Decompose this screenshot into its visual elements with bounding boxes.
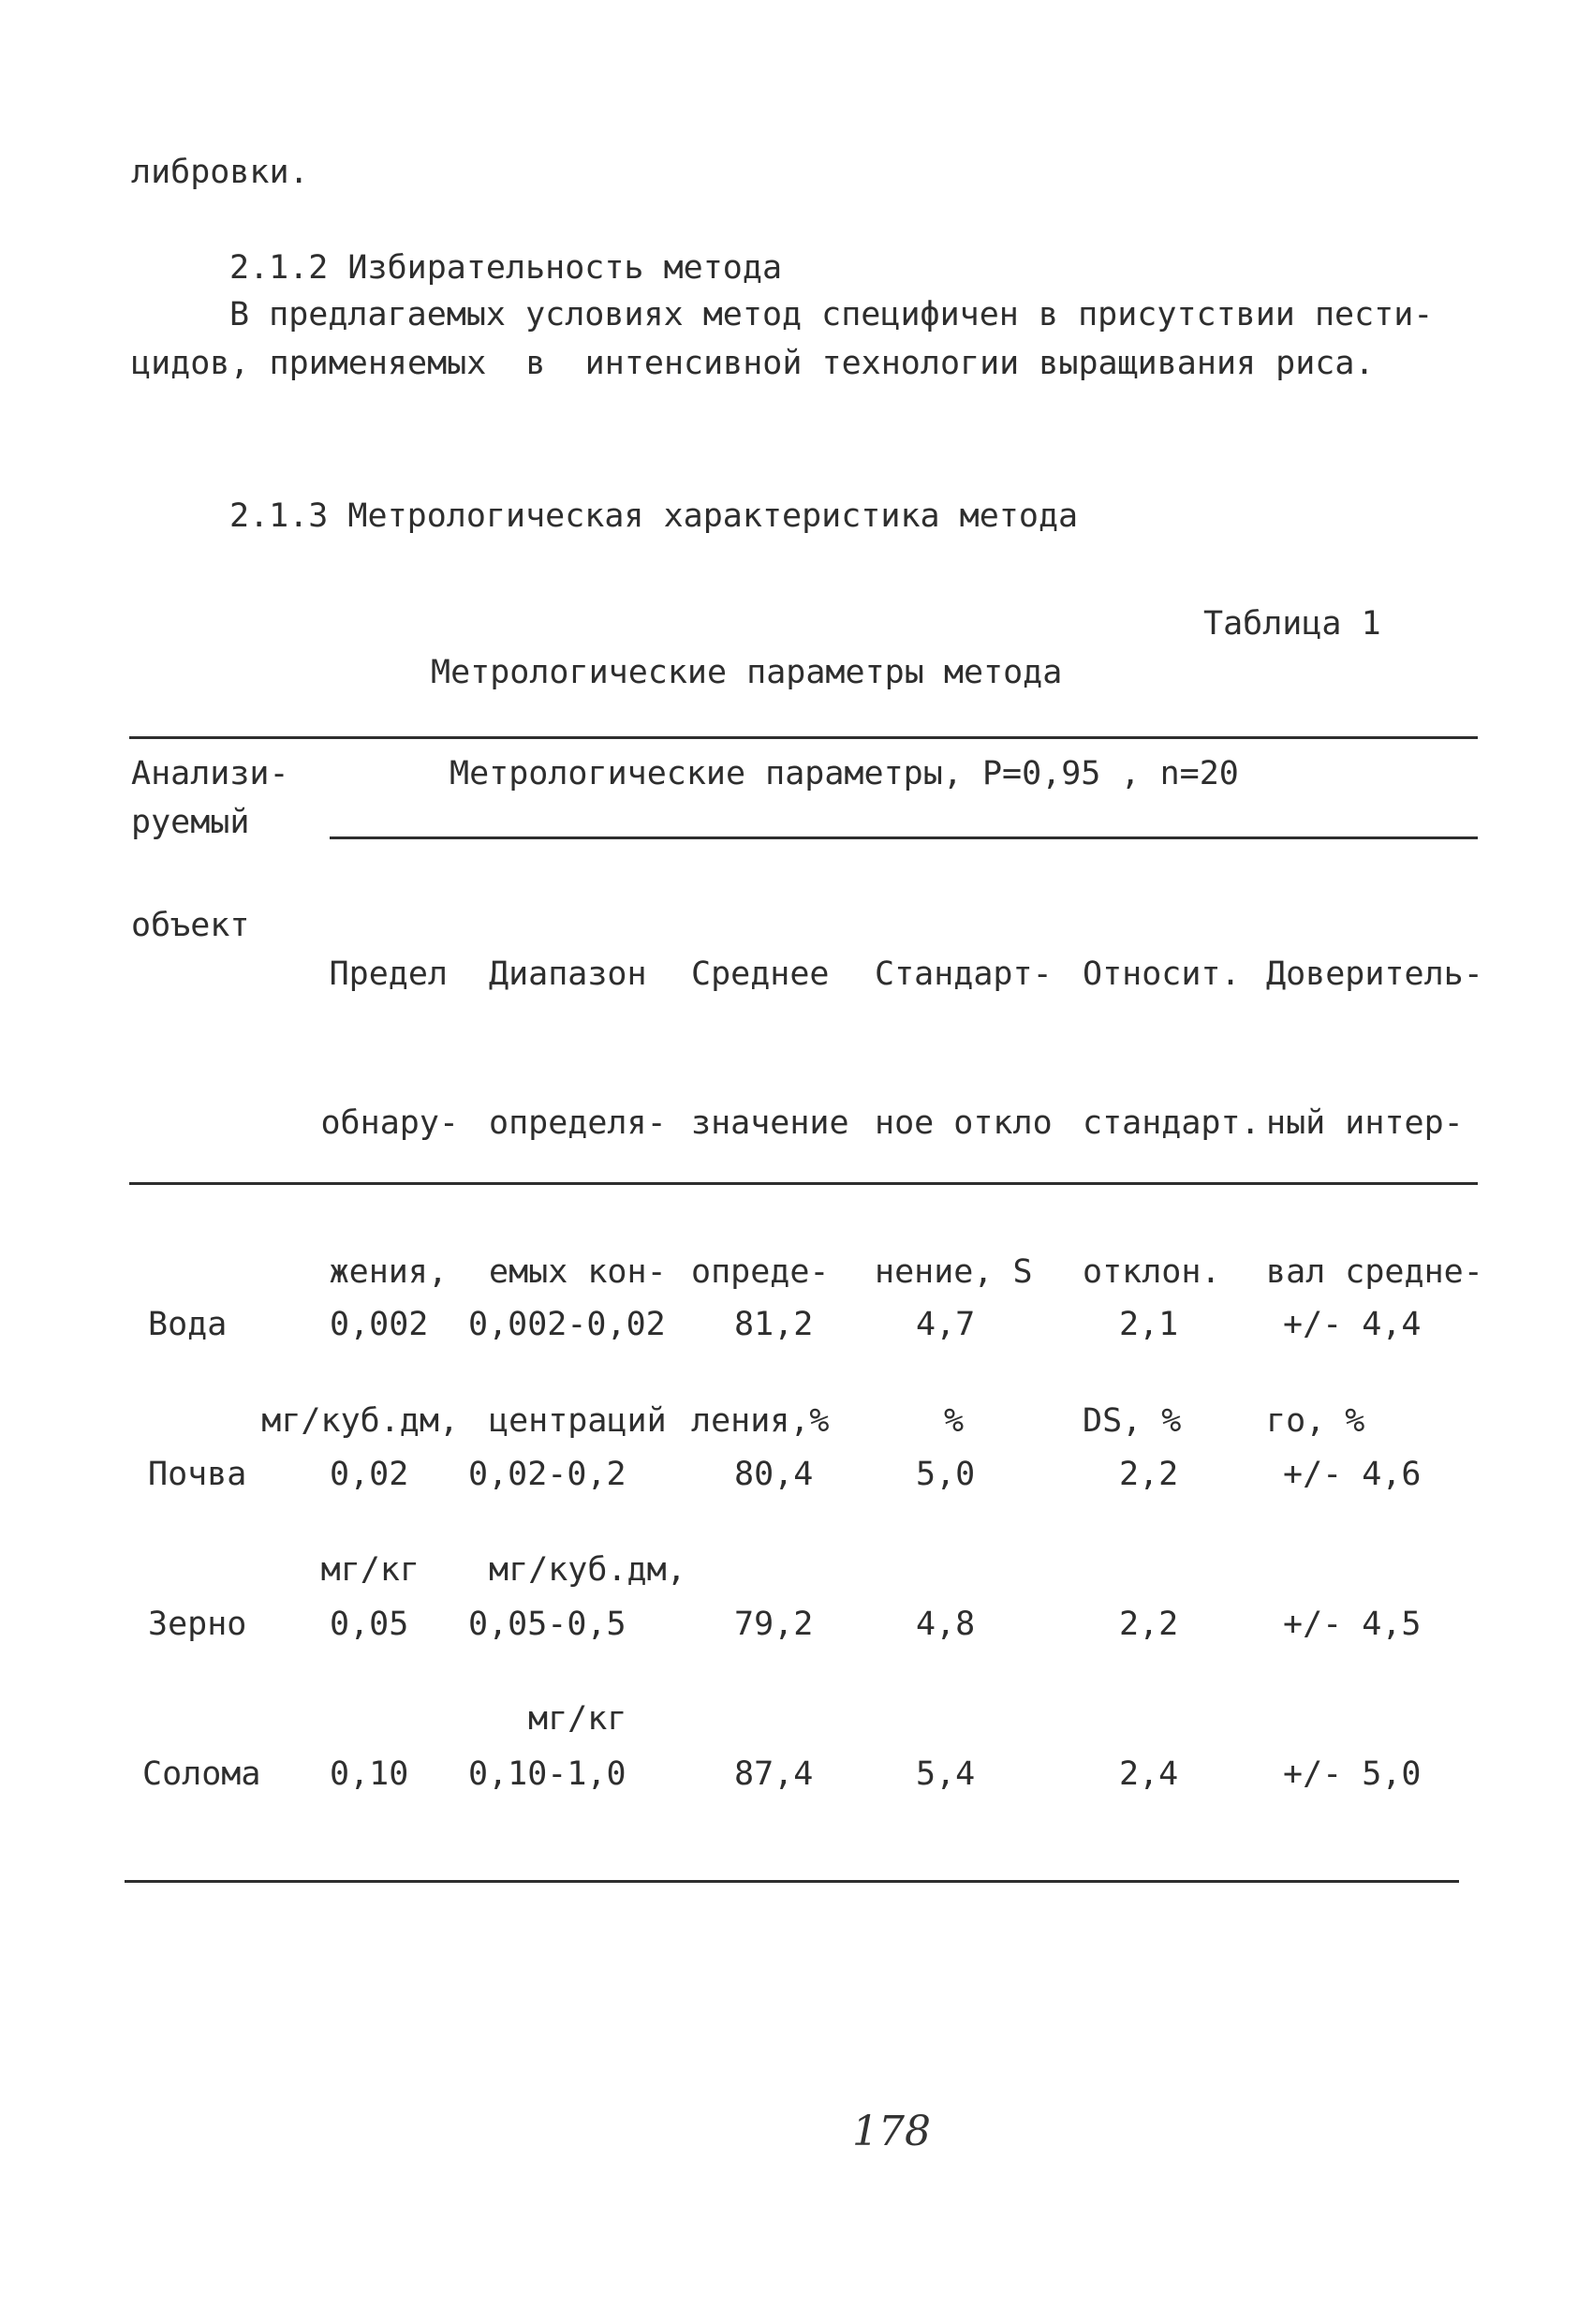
col4-line4: %	[944, 1402, 965, 1440]
col2-line3: емых кон-	[489, 1253, 667, 1291]
row-std: 5,4	[916, 1755, 976, 1793]
col4-line3: нение, S	[875, 1253, 1033, 1291]
col1-line2: обнару-	[320, 1104, 459, 1142]
row-mean: 87,4	[734, 1755, 814, 1793]
row-confidence: +/- 4,5	[1283, 1606, 1422, 1643]
col5-line1: Относит.	[1083, 955, 1241, 993]
col-header-rel-std	[1083, 851, 1270, 1496]
col2-line4: центраций	[489, 1402, 667, 1440]
row-std: 4,8	[916, 1606, 976, 1643]
col5-line4: DS, %	[1083, 1402, 1182, 1440]
object-header-line-2: руемый	[131, 804, 250, 841]
row-mean: 80,4	[734, 1456, 814, 1493]
col1-line5: мг/кг	[320, 1551, 420, 1589]
row-rel-std: 2,4	[1119, 1755, 1179, 1793]
row-rel-std: 2,2	[1119, 1606, 1179, 1643]
page-number: 178	[852, 2108, 931, 2155]
table-caption: Метрологические параметры метода	[431, 654, 1063, 691]
row-detection-limit: 0,05	[330, 1606, 409, 1643]
col3-line3: опреде-	[691, 1253, 830, 1291]
col-header-mean	[691, 851, 878, 1496]
params-header: Метрологические параметры, P=0,95 , n=20	[450, 755, 1239, 792]
table-bottom-rule	[125, 1880, 1459, 1883]
row-range: 0,002-0,02	[468, 1306, 666, 1343]
row-detection-limit: 0,002	[330, 1306, 429, 1343]
col6-line3: вал средне-	[1266, 1253, 1483, 1291]
col6-line4: го, %	[1266, 1402, 1365, 1440]
col3-line4: ления,%	[691, 1402, 830, 1440]
row-rel-std: 2,2	[1119, 1456, 1179, 1493]
params-header-rule	[330, 836, 1478, 839]
col6-line2: ный интер-	[1266, 1104, 1464, 1142]
section-212-line1: В предлагаемых условиях метод специфичен в присутствии пести-	[229, 296, 1434, 333]
row-range: 0,05-0,5	[468, 1606, 626, 1643]
row-mean: 79,2	[734, 1606, 814, 1643]
row-detection-limit: 0,02	[330, 1456, 409, 1493]
row-detection-limit: 0,10	[330, 1755, 409, 1793]
row-object: Почва	[148, 1456, 247, 1493]
col-header-confidence	[1266, 851, 1491, 1496]
col2-line1: Диапазон	[489, 955, 647, 993]
section-212-heading: 2.1.2 Избирательность метода	[229, 249, 783, 287]
row-range: 0,02-0,2	[468, 1456, 626, 1493]
col3-line1: Среднее	[691, 955, 830, 993]
row-confidence: +/- 4,4	[1283, 1306, 1422, 1343]
row-rel-std: 2,1	[1119, 1306, 1179, 1343]
col6-line1: Доверитель-	[1266, 955, 1483, 993]
section-212-line2: цидов, применяемых в интенсивной технологии выращивания риса.	[131, 345, 1375, 382]
col5-line2: стандарт.	[1083, 1104, 1260, 1142]
row-object: Солома	[142, 1755, 261, 1793]
col1-line3: жения,	[329, 1253, 448, 1291]
col5-line3: отклон.	[1083, 1253, 1221, 1291]
row-range: 0,10-1,0	[468, 1755, 626, 1793]
row-std: 5,0	[916, 1456, 976, 1493]
col2-line6: мг/кг	[528, 1700, 627, 1738]
row-mean: 81,2	[734, 1306, 814, 1343]
row-object: Вода	[148, 1306, 228, 1343]
row-std: 4,7	[916, 1306, 976, 1343]
col2-line2: определя-	[489, 1104, 667, 1142]
col-header-detection-limit	[253, 851, 459, 1645]
intro-tail-text: либровки.	[131, 154, 309, 191]
col4-line1: Стандарт-	[875, 955, 1053, 993]
col3-line2: значение	[691, 1104, 849, 1142]
object-header-line-1: Анализи-	[131, 755, 289, 792]
object-header-line-3: объект	[131, 907, 250, 944]
row-confidence: +/- 5,0	[1283, 1755, 1422, 1793]
col1-line4: мг/куб.дм,	[261, 1402, 459, 1440]
col2-line5: мг/куб.дм,	[489, 1551, 686, 1589]
row-object: Зерно	[148, 1606, 247, 1643]
section-213-heading: 2.1.3 Метрологическая характеристика метода	[229, 497, 1079, 535]
col1-line1: Предел	[329, 955, 448, 993]
table-top-rule	[129, 736, 1478, 739]
col4-line2: ное откло	[875, 1104, 1053, 1142]
col-header-std	[875, 851, 1081, 1496]
table-label: Таблица 1	[1203, 605, 1381, 643]
row-confidence: +/- 4,6	[1283, 1456, 1422, 1493]
